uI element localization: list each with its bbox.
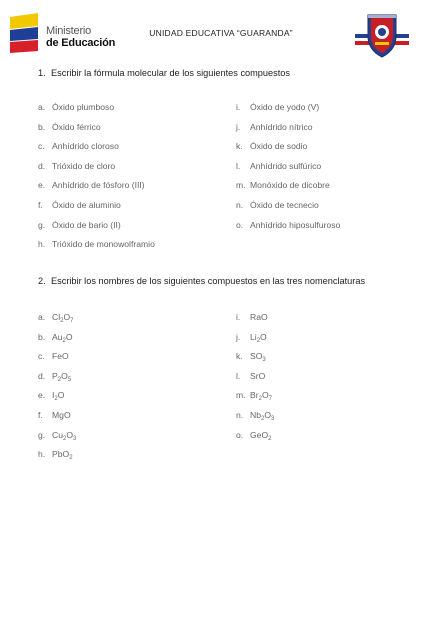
formula-symbol: SO	[250, 351, 263, 362]
chemical-formula	[52, 430, 76, 440]
list-item	[38, 350, 218, 370]
formula-symbol: O	[66, 429, 74, 440]
item-letter: g.	[38, 429, 46, 440]
ministry-logo	[8, 13, 126, 53]
formula-symbol: O	[61, 370, 68, 381]
chemical-formula	[52, 390, 65, 403]
list-item	[38, 238, 218, 258]
formula-symbol: O	[264, 409, 272, 420]
formula-symbol: O	[260, 331, 267, 342]
formula-subscript: 2	[60, 318, 64, 324]
item-letter: m.	[236, 180, 246, 191]
section1-heading	[38, 68, 290, 78]
list-item	[236, 219, 416, 239]
item-text: Trióxido de cloro	[52, 160, 116, 171]
list-item	[38, 448, 218, 468]
item-text: Anhídrido hiposulfuroso	[250, 219, 341, 230]
item-letter: k.	[236, 351, 243, 362]
item-letter: l.	[236, 160, 241, 171]
list-item	[38, 429, 218, 449]
item-letter: d.	[38, 160, 46, 171]
item-letter: j.	[236, 121, 241, 132]
item-text: Anhídrido cloroso	[52, 141, 119, 152]
list-item	[236, 331, 416, 351]
chemical-formula	[52, 312, 74, 322]
formula-symbol: O	[261, 390, 269, 401]
item-letter: l.	[236, 370, 241, 381]
chemical-formula	[250, 351, 266, 364]
formula-symbol: Cu	[52, 429, 63, 440]
formula-symbol: Cl	[52, 312, 61, 322]
chemical-formula	[52, 410, 71, 420]
formula-symbol: MgO	[52, 409, 71, 420]
list-item	[236, 179, 416, 199]
formula-symbol: P	[52, 370, 58, 381]
formula-symbol: I	[52, 390, 55, 401]
chemical-formula	[52, 371, 71, 381]
list-item	[236, 140, 416, 160]
item-text: Óxido de tecnecio	[250, 199, 319, 210]
formula-subscript: 2	[258, 396, 262, 403]
list-item	[38, 160, 218, 180]
formula-subscript: 2	[63, 435, 67, 442]
section2-title: Escribir los nombres de los siguientes compuestos en las tres nomenclaturas	[51, 276, 366, 286]
formula-subscript: 2	[54, 396, 58, 403]
item-letter: h.	[38, 239, 46, 250]
list-item	[236, 311, 416, 331]
item-letter: g.	[38, 219, 46, 230]
formula-symbol: SrO	[250, 370, 266, 381]
formula-symbol: Li	[250, 331, 257, 342]
list-item	[236, 389, 416, 409]
list-item	[236, 409, 416, 429]
item-letter: c.	[38, 141, 45, 152]
item-text: Anhídrido nítrico	[250, 121, 313, 132]
formula-subscript: 2	[256, 337, 261, 344]
list-item	[236, 199, 416, 219]
formula-subscript: 2	[261, 415, 265, 422]
chemical-formula	[250, 371, 265, 381]
item-text: Monóxido de dicobre	[250, 180, 330, 191]
item-letter: h.	[38, 449, 46, 460]
formula-subscript: 7	[70, 318, 74, 324]
section2-right-list	[236, 311, 416, 448]
item-text: Trióxido de monowolframio	[52, 239, 155, 250]
chemical-formula	[250, 410, 274, 420]
list-item	[236, 370, 416, 390]
ministry-line1: Ministerio	[46, 25, 92, 37]
item-text: Óxido de aluminio	[52, 199, 121, 210]
list-item	[236, 350, 416, 370]
formula-symbol: FeO	[52, 351, 69, 362]
list-item	[38, 311, 218, 331]
item-text: Óxido plumboso	[52, 102, 115, 112]
list-item	[38, 179, 218, 199]
item-letter: n.	[236, 409, 244, 420]
item-letter: b.	[38, 121, 46, 132]
formula-subscript: 3	[271, 415, 275, 422]
item-letter: o.	[236, 219, 244, 230]
ministry-line2: de Educación	[46, 37, 116, 49]
item-letter: m.	[236, 390, 246, 401]
formula-symbol: RaO	[250, 312, 268, 322]
section1-title: Escribir la fórmula molecular de los siguientes compuestos	[51, 68, 290, 78]
formula-subscript: 7	[268, 396, 272, 403]
item-letter: a.	[38, 312, 46, 322]
chemical-formula	[52, 449, 73, 462]
formula-symbol: O	[57, 390, 65, 401]
item-letter: d.	[38, 370, 46, 381]
formula-symbol: Au	[52, 331, 63, 342]
chemical-formula	[52, 351, 69, 361]
section1-number: 1.	[38, 68, 46, 78]
item-letter: c.	[38, 351, 45, 362]
chemical-formula	[52, 332, 73, 342]
item-letter: f.	[38, 409, 43, 420]
formula-symbol: Br	[250, 390, 259, 401]
list-item	[236, 121, 416, 141]
formula-symbol: O	[63, 312, 71, 322]
formula-symbol: GeO	[250, 429, 269, 440]
section2-heading	[38, 276, 365, 286]
item-text: Anhídrido sulfúrico	[250, 160, 322, 171]
list-item	[236, 101, 416, 121]
item-letter: o.	[236, 429, 244, 440]
formula-subscript: 3	[73, 435, 77, 442]
item-text: Óxido de sodio	[250, 141, 308, 152]
item-letter: i.	[236, 102, 241, 112]
list-item	[38, 101, 218, 121]
item-text: Óxido férrico	[52, 121, 101, 132]
list-item	[38, 389, 218, 409]
item-text: Anhídrido de fósforo (III)	[52, 180, 145, 191]
chemical-formula	[250, 430, 272, 440]
school-crest-icon	[355, 12, 409, 58]
section1-right-list	[236, 101, 416, 238]
list-item	[38, 140, 218, 160]
formula-subscript: 2	[69, 455, 73, 462]
list-item	[38, 199, 218, 219]
section1-left-list	[38, 101, 218, 258]
formula-symbol: O	[65, 331, 73, 342]
list-item	[236, 160, 416, 180]
formula-subscript: 5	[67, 376, 72, 383]
formula-symbol: PbO	[52, 449, 70, 460]
formula-subscript: 2	[62, 337, 66, 344]
item-letter: k.	[236, 141, 243, 152]
item-letter: a.	[38, 102, 46, 112]
item-letter: n.	[236, 199, 244, 210]
list-item	[38, 219, 218, 239]
school-title: UNIDAD EDUCATIVA “GUARANDA”	[149, 28, 293, 38]
item-letter: f.	[38, 199, 43, 210]
section2-left-list	[38, 311, 218, 468]
item-text: Óxido de yodo (V)	[250, 102, 320, 112]
list-item	[38, 121, 218, 141]
chemical-formula	[250, 390, 272, 403]
list-item	[236, 429, 416, 449]
ministry-wordmark	[46, 25, 115, 49]
list-item	[38, 370, 218, 390]
item-text: Óxido de bario (II)	[52, 219, 121, 230]
item-letter: e.	[38, 390, 46, 401]
list-item	[38, 409, 218, 429]
section2-number: 2.	[38, 276, 46, 286]
item-letter: j.	[236, 331, 241, 342]
item-letter: i.	[236, 312, 241, 322]
item-letter: b.	[38, 331, 46, 342]
formula-subscript: 2	[268, 435, 272, 442]
formula-symbol: Nb	[250, 409, 261, 420]
list-item	[38, 331, 218, 351]
chemical-formula	[250, 332, 267, 342]
ecuador-flag-icon	[8, 13, 42, 53]
chemical-formula	[250, 312, 268, 322]
formula-subscript: 3	[262, 357, 266, 364]
formula-subscript: 2	[57, 376, 62, 383]
item-letter: e.	[38, 180, 46, 191]
